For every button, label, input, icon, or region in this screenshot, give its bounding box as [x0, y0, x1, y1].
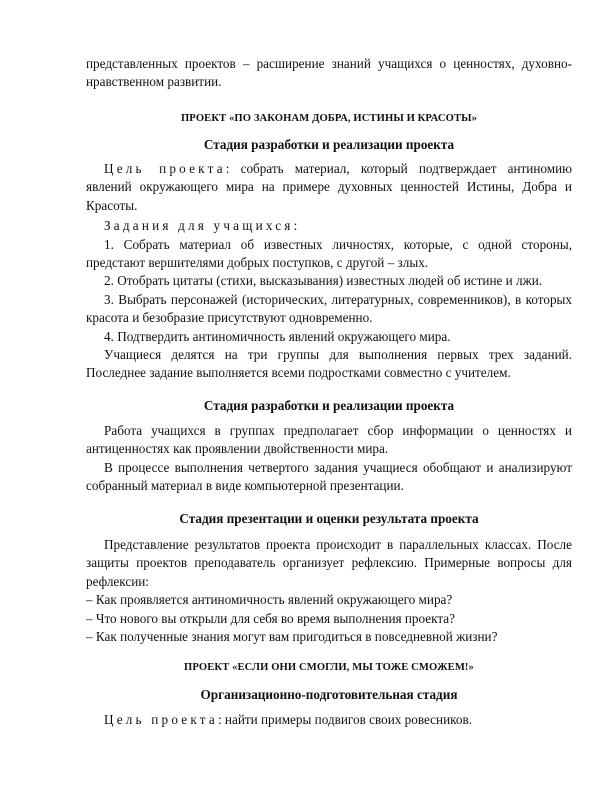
stage2-paragraph-1: Работа учащихся в группах предполагает сбор информации о ценностях и антиценностях как проявлении двойственности мира.: [86, 423, 572, 457]
project1-stage3-heading-block: [86, 510, 572, 528]
goal-text: : собрать материал, который подтверждает антиномию явлений окружающего мира на примере духовных ценностей Истины, Добра и Красоты.: [86, 161, 572, 213]
project1-stage3-body: [86, 536, 572, 646]
reflection-question-2: – Что нового вы открыли для себя во время выполнения проекта?: [86, 610, 455, 626]
project1-stage2-heading-block: [86, 397, 572, 415]
tasks-label-paragraph: [86, 217, 572, 235]
project1-stage1-body: [86, 160, 572, 383]
stage3-paragraph: Представление результатов проекта происходит в параллельных классах. После защиты проектов преподаватель организует рефлексию. Примерные вопросы для рефлексии:: [86, 537, 572, 589]
project1-stage1-heading-block: [86, 136, 572, 154]
project1-title-block: [86, 112, 572, 126]
reflection-question-1: – Как проявляется антиномичность явлений окружающего мира?: [86, 592, 453, 608]
task-item-3: 3. Выбрать персонажей (исторических, литературных, современников), в которых красота и безобразие присутствуют одновременно.: [86, 291, 572, 326]
task-item-2: 2. Отобрать цитаты (стихи, высказывания) известных людей об истине и лжи.: [104, 273, 543, 289]
stage2-paragraph-2: В процессе выполнения четвертого задания учащиеся обобщают и анализируют собранный материал в виде компьютерной презентации.: [86, 459, 572, 494]
project2-stage1-body: [86, 711, 572, 729]
project2-stage1-heading-block: [86, 686, 572, 704]
goal-label: Цель проекта: [104, 161, 226, 176]
project2-goal-text: : найти примеры подвигов своих ровесников.: [217, 712, 472, 727]
groups-note: Учащиеся делятся на три группы для выполнения первых трех заданий. Последнее задание выполняется всеми подростками совместно с учителем.: [86, 347, 572, 381]
intro-line-1: представленных проектов – расширение знаний учащихся о ценностях, духовно-: [86, 56, 572, 71]
project1-stage2-body: [86, 422, 572, 496]
project1-stage1-heading: Стадия разработки и реализации проекта: [203, 137, 455, 152]
tasks-label: Задания для учащихся:: [104, 218, 301, 234]
project1-goal-paragraph: [86, 160, 572, 215]
task-item-1: 1. Собрать материал об известных личностях, которые, с одной стороны, предстают вершителями добрых поступков, с другой – злых.: [86, 236, 572, 271]
project2-stage1-heading: Организационно-подготовительная стадия: [200, 687, 458, 702]
project1-stage3-heading: Стадия презентации и оценки результата проекта: [179, 511, 479, 526]
task-item-4: 4. Подтвердить антиномичность явлений окружающего мира.: [104, 328, 451, 344]
intro-paragraph: [86, 55, 572, 92]
project2-goal-label: Цель проекта: [104, 712, 218, 727]
project2-goal-paragraph: [86, 711, 572, 729]
project1-title: ПРОЕКТ «ПО ЗАКОНАМ ДОБРА, ИСТИНЫ И КРАСОТЫ»: [180, 113, 478, 124]
intro-line-2: нравственном развитии.: [86, 74, 222, 90]
project2-title: ПРОЕКТ «ЕСЛИ ОНИ СМОГЛИ, МЫ ТОЖЕ СМОЖЕМ!»: [184, 662, 474, 673]
reflection-question-3: – Как полученные знания могут вам пригодиться в повседневной жизни?: [86, 629, 498, 645]
project2-title-block: [86, 661, 572, 675]
project1-stage2-heading: Стадия разработки и реализации проекта: [203, 398, 455, 413]
